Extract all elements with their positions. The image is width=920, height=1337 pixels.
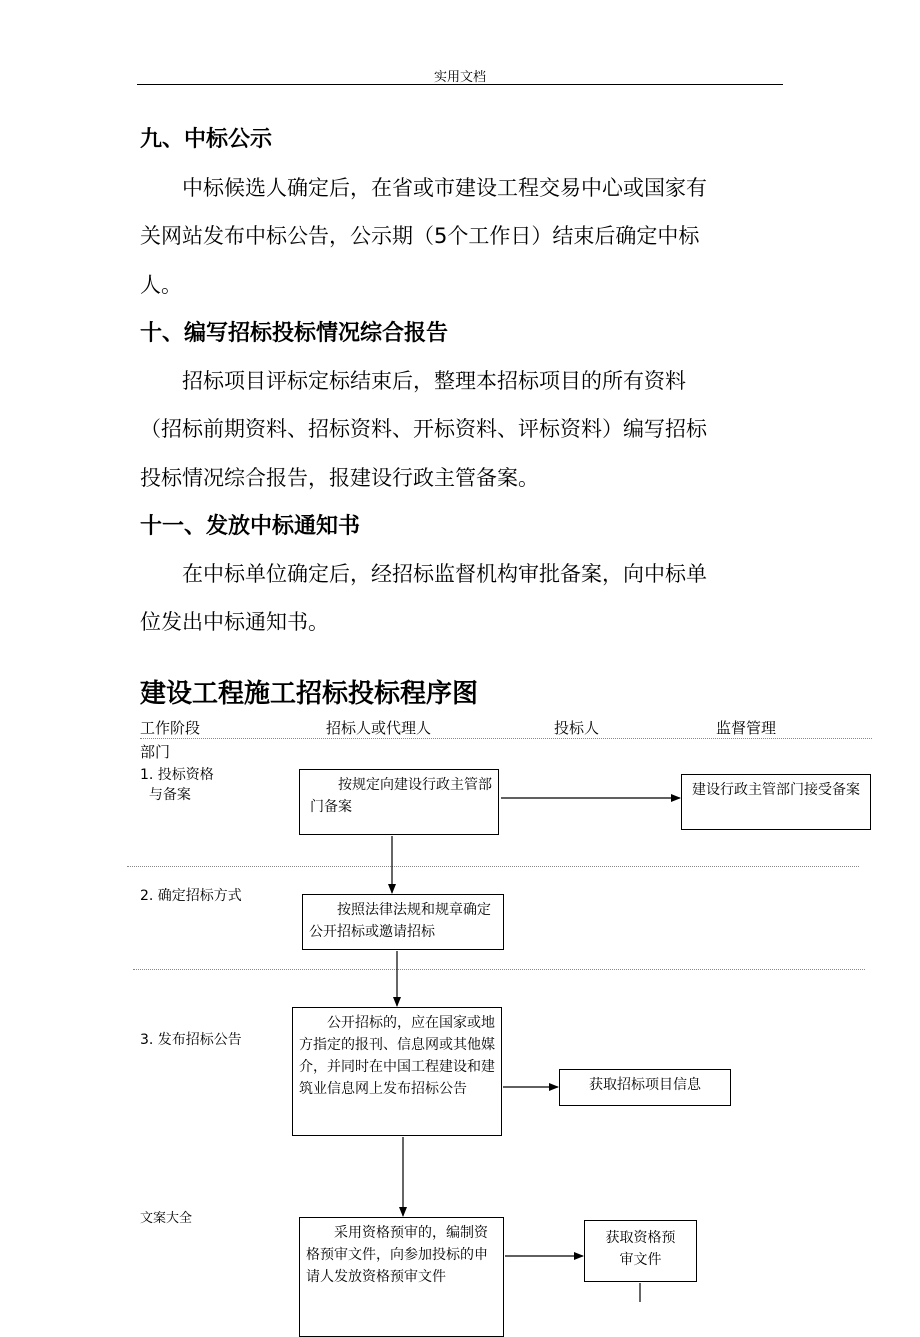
box-get-project-info: 获取招标项目信息 [559, 1069, 731, 1106]
section-11-heading: 十一、发放中标通知书 [140, 514, 361, 539]
column-supervisor: 监督管理 [716, 719, 777, 737]
box-filing: 按规定向建设行政主管部门备案 [299, 769, 499, 835]
section-11-line-2: 位发出中标通知书。 [140, 610, 329, 634]
section-9-line-2: 关网站发布中标公告，公示期（5个工作日）结束后确定中标 [140, 224, 700, 248]
column-bidder: 投标人 [554, 719, 600, 737]
section-10-line-3: 投标情况综合报告，报建设行政主管备案。 [140, 466, 539, 490]
stage-3-label: 3. 发布招标公告 [140, 1032, 242, 1048]
page-footer: 文案大全 [140, 1211, 193, 1226]
flowchart-title: 建设工程施工招标投标程序图 [140, 679, 479, 709]
box-prequalification: 采用资格预审的，编制资格预审文件，向参加投标的申请人发放资格预审文件 [299, 1217, 504, 1337]
column-supervisor-cont: 部门 [140, 743, 171, 761]
box-tender-method: 按照法律法规和规章确定公开招标或邀请招标 [302, 894, 504, 950]
column-tenderer: 招标人或代理人 [326, 719, 432, 737]
stage-1-label: 1. 投标资格 与备案 [140, 767, 214, 803]
box-announcement: 公开招标的，应在国家或地方指定的报刊、信息网或其他媒介，并同时在中国工程建设和建筑业信息网上发布招标公告 [292, 1007, 502, 1136]
section-9-heading: 九、中标公示 [140, 127, 273, 152]
page-header: 实用文档 [433, 70, 486, 85]
section-9-line-3: 人。 [140, 273, 182, 297]
stage-2-label: 2. 确定招标方式 [140, 888, 242, 904]
section-10-line-1: 招标项目评标定标结束后，整理本招标项目的所有资料 [140, 369, 686, 393]
section-10-line-2: （招标前期资料、招标资料、开标资料、评标资料）编写招标 [140, 417, 707, 441]
column-stage: 工作阶段 [140, 719, 201, 737]
section-11-line-1: 在中标单位确定后，经招标监督机构审批备案，向中标单 [140, 562, 707, 586]
box-get-prequal-docs: 获取资格预审文件 [584, 1220, 697, 1282]
box-accept-filing: 建设行政主管部门接受备案 [681, 774, 871, 830]
section-9-line-1: 中标候选人确定后，在省或市建设工程交易中心或国家有 [140, 176, 707, 200]
section-10-heading: 十、编写招标投标情况综合报告 [140, 321, 449, 346]
